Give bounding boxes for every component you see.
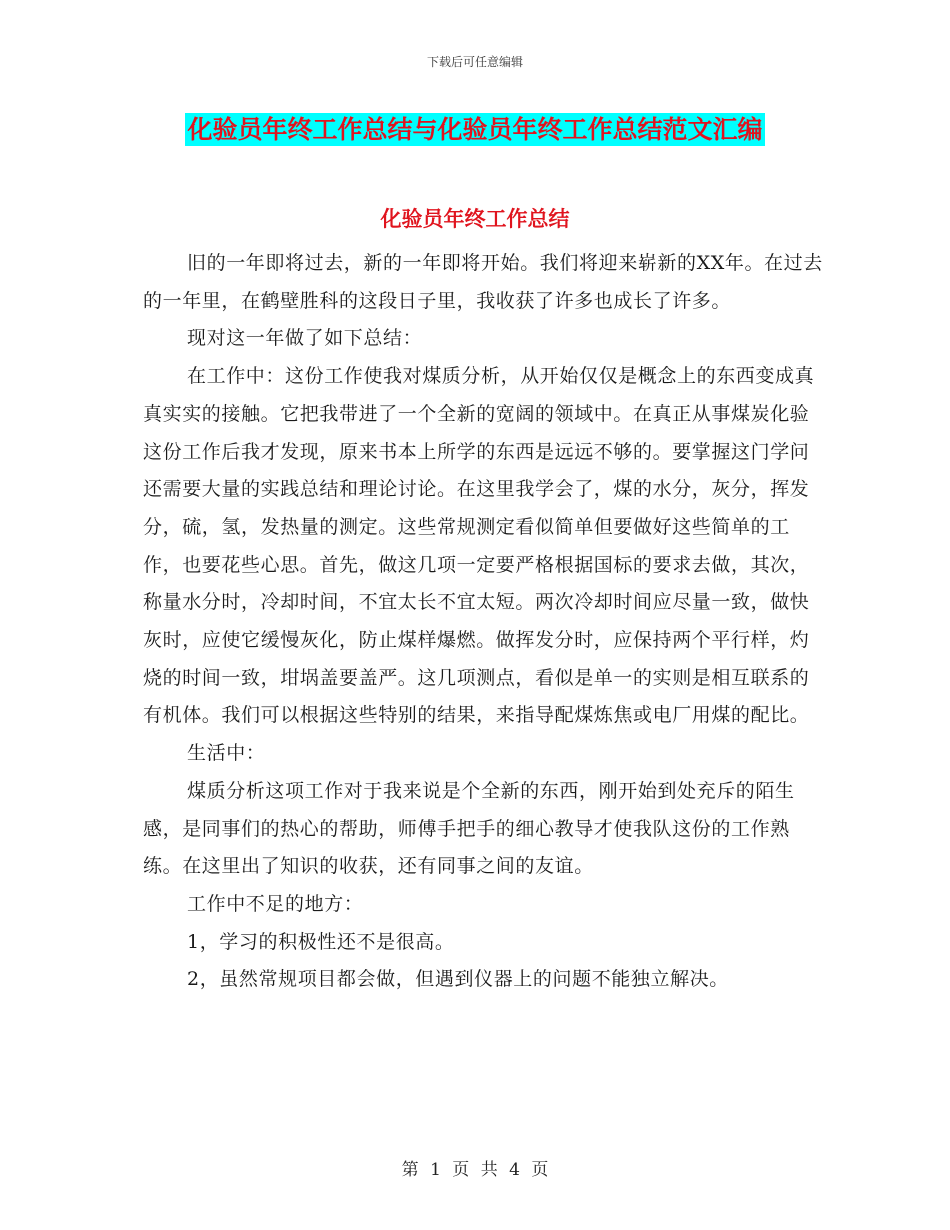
paragraph-intro: 旧的一年即将过去，新的一年即将开始。我们将迎来崭新的XX年。在过去的一年里，在鹤壁胜科的这段日子里，我收获了许多也成长了许多。 <box>143 252 823 312</box>
page-header-note: 下载后可任意编辑 <box>426 55 523 69</box>
paragraph-life: 煤质分析这项工作对于我来说是个全新的东西，刚开始到处充斥的陌生感，是同事们的热心的帮助，师傅手把手的细心教导才使我队这份的工作熟练。在这里出了知识的收获，还有同事之间的友谊。 <box>143 779 795 878</box>
document-body <box>143 245 823 999</box>
list-item-shortcoming-1: 1，学习的积极性还不是很高。 <box>187 930 455 953</box>
paragraph-work: 在工作中：这份工作使我对煤质分析，从开始仅仅是概念上的东西变成真真实实的接触。它把我带进了一个全新的宽阔的领域中。在真正从事煤炭化验这份工作后我才发现，原来书本上所学的东西是远远不够的。要掌握这门学问还需要大量的实践总结和理论讨论。在这里我学会了，煤的水分，灰分，挥发分，硫，氢，发热量的测定。这些常规测定看似简单但要做好这些简单的工作，也要花些心思。首先，做这几项一定要严格根据国标的要求去做，其次，称量水分时，冷却时间，不宜太长不宜太短。两次冷却时间应尽量一致，做快灰时，应使它缓慢灰化，防止煤样爆燃。做挥发分时，应保持两个平行样，灼烧的时间一致，坩埚盖要盖严。这几项测点，看似是单一的实则是相互联系的有机体。我们可以根据这些特别的结果，来指导配煤炼焦或电厂用煤的配比。 <box>143 365 815 727</box>
list-item-shortcoming-2: 2，虽然常规项目都会做，但遇到仪器上的问题不能独立解决。 <box>187 968 729 991</box>
page-footer: 第 1 页 共 4 页 <box>401 1160 549 1180</box>
paragraph-shortcomings-heading: 工作中不足的地方： <box>187 892 364 915</box>
section-title: 化验员年终工作总结 <box>380 207 570 231</box>
document-title-text: 化验员年终工作总结与化验员年终工作总结范文汇编 <box>187 115 763 144</box>
document-title <box>0 110 950 146</box>
paragraph-summary-lead: 现对这一年做了如下总结： <box>187 327 423 350</box>
paragraph-life-heading: 生活中： <box>187 742 266 765</box>
